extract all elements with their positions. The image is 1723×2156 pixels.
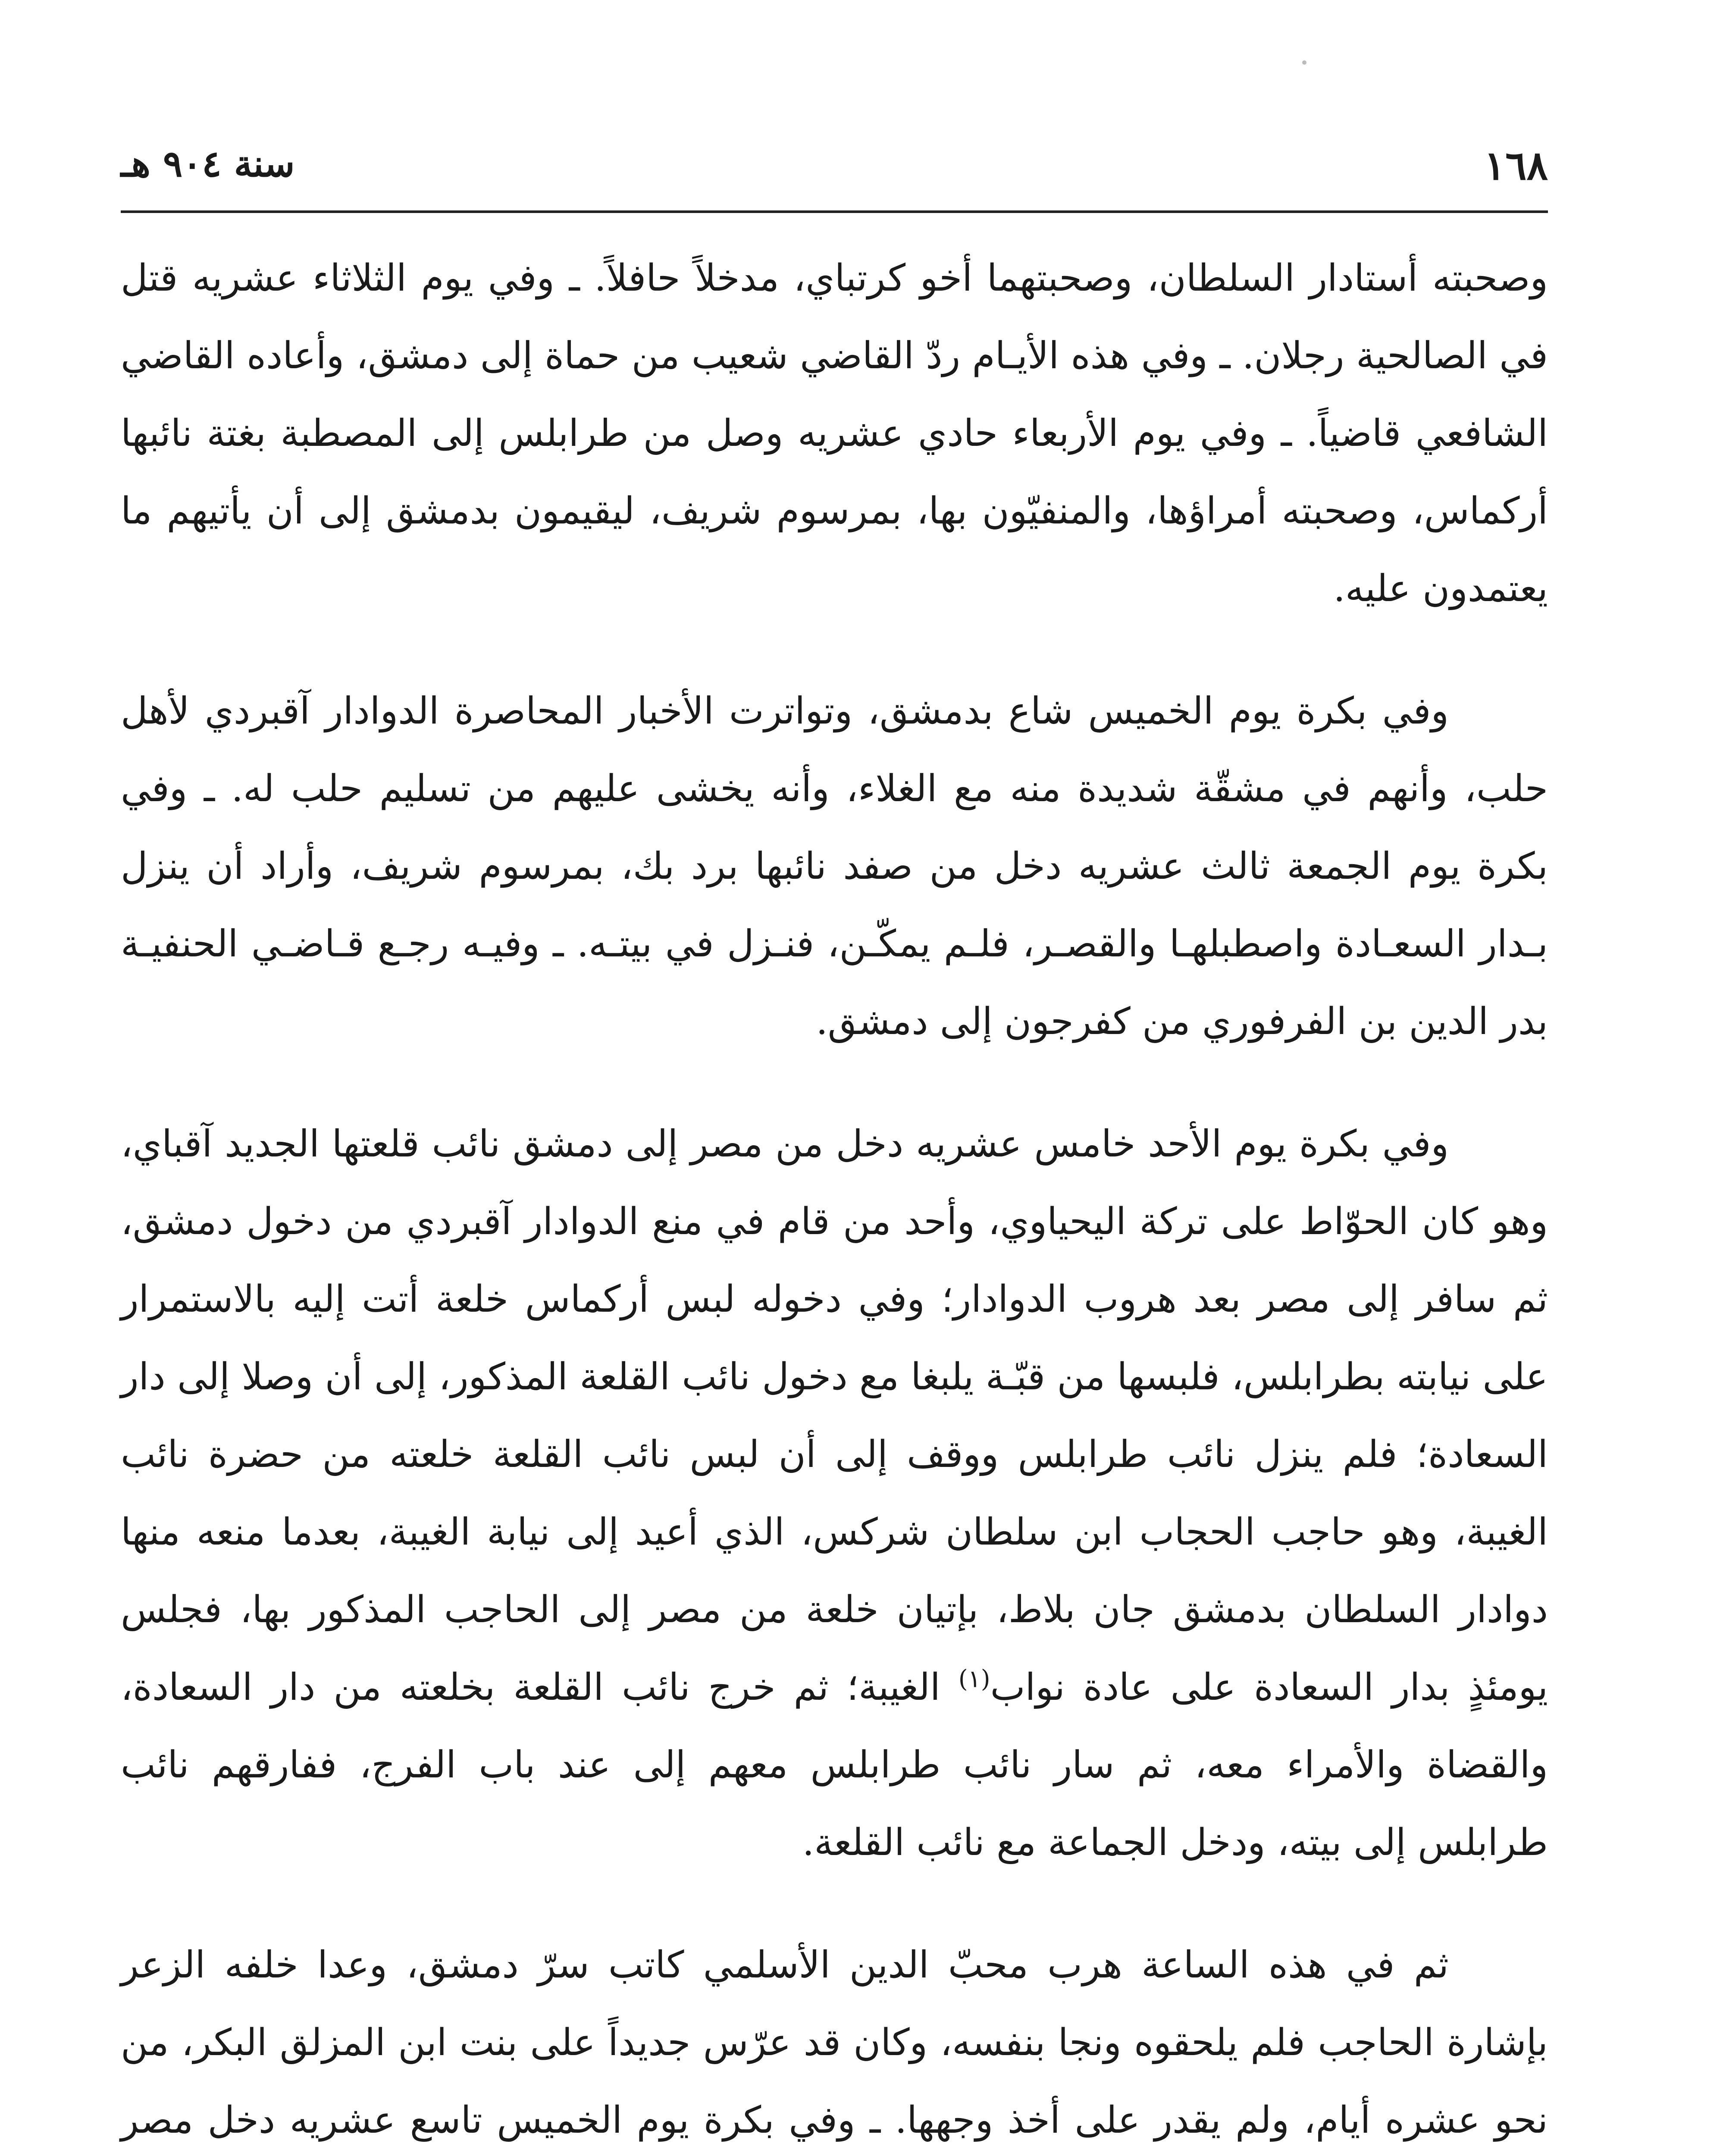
- scan-speck: [1302, 60, 1306, 65]
- paragraph-4: ثم في هذه الساعة هرب محبّ الدين الأسلمي كاتب سرّ دمشق، وعدا خلفه الزعر بإشارة الحاجب فلم يلحقوه ونجا بنفسه، وكان قد عرّس جديداً على بنت ابن المزلق البكر، من نحو عشره أيام، ولم يقدر على أخذ وجهها. ـ وفي بكرة يوم الخميس تاسع عشريه دخل مصر: [121, 1943, 1548, 2142]
- running-head: سنة ٩٠٤ هـ: [121, 142, 295, 185]
- page-header: [121, 142, 1548, 194]
- main-text: [121, 239, 1548, 2156]
- page-number: ١٦٨: [1484, 142, 1548, 189]
- paragraph-3-text-after-ref: الغيبة؛ ثم خرج نائب القلعة بخلعته من دار السعادة، والقضاة والأمراء معه، ثم سار نائب طرابلس معهم إلى عند باب الفرج، ففارقهم نائب طرابلس إلى بيته، ودخل الجماعة مع نائب القلعة.: [121, 1666, 1548, 1864]
- header-rule: [121, 210, 1548, 213]
- paragraph-3-text-before-ref: وفي بكرة يوم الأحد خامس عشريه دخل من مصر إلى دمشق نائب قلعتها الجديد آقباي، وهو كان الحوّاط على تركة اليحياوي، وأحد من قام في منع الدوادار آقبردي من دخول دمشق، ثم سافر إلى مصر بعد هروب الدوادار؛ وفي دخوله لبس أركماس خلعة أتت إليه بالاستمرار على نيابته بطرابلس، فلبسها من قبّـة يلبغا مع دخول نائب القلعة المذكور، إلى أن وصلا إلى دار السعادة؛ فلم ينزل نائب طرابلس ووقف إلى أن لبس نائب القلعة خلعته من حضرة نائب الغيبة، وهو حاجب الحجاب ابن سلطان شركس، الذي أعيد إلى نيابة الغيبة، بعدما منعه منها دوادار السلطان بدمشق جان بلاط، بإتيان خلعة من مصر إلى الحاجب المذكور بها، فجلس يومئذٍ بدار السعادة على عادة نواب: [121, 1122, 1548, 1709]
- footnote-reference: (١): [958, 1665, 990, 1693]
- paragraph-3: [121, 1105, 1548, 1881]
- paragraph-2: وفي بكرة يوم الخميس شاع بدمشق، وتواترت الأخبار المحاصرة الدوادار آقبردي لأهل حلب، وأنهم في مشقّة شديدة منه مع الغلاء، وأنه يخشى عليهم من تسليم حلب له. ـ وفي بكرة يوم الجمعة ثالث عشريه دخل من صفد نائبها برد بك، بمرسوم شريف، وأراد أن ينزل بـدار السعـادة واصطبلهـا والقصـر، فلـم يمكّـن، فنـزل في بيتـه. ـ وفيـه رجـع قـاضـي الحنفيـة بدر الدين بن الفرفوري من كفرجون إلى دمشق.: [121, 689, 1548, 1043]
- paragraph-1: وصحبته أستادار السلطان، وصحبتهما أخو كرتباي، مدخلاً حافلاً. ـ وفي يوم الثلاثاء عشريه قتل في الصالحية رجلان. ـ وفي هذه الأيـام ردّ القاضي شعيب من حماة إلى دمشق، وأعاده القاضي الشافعي قاضياً. ـ وفي يوم الأربعاء حادي عشريه وصل من طرابلس إلى المصطبة بغتة نائبها أركماس، وصحبته أمراؤها، والمنفيّون بها، بمرسوم شريف، ليقيمون بدمشق إلى أن يأتيهم ما يعتمدون عليه.: [121, 257, 1548, 610]
